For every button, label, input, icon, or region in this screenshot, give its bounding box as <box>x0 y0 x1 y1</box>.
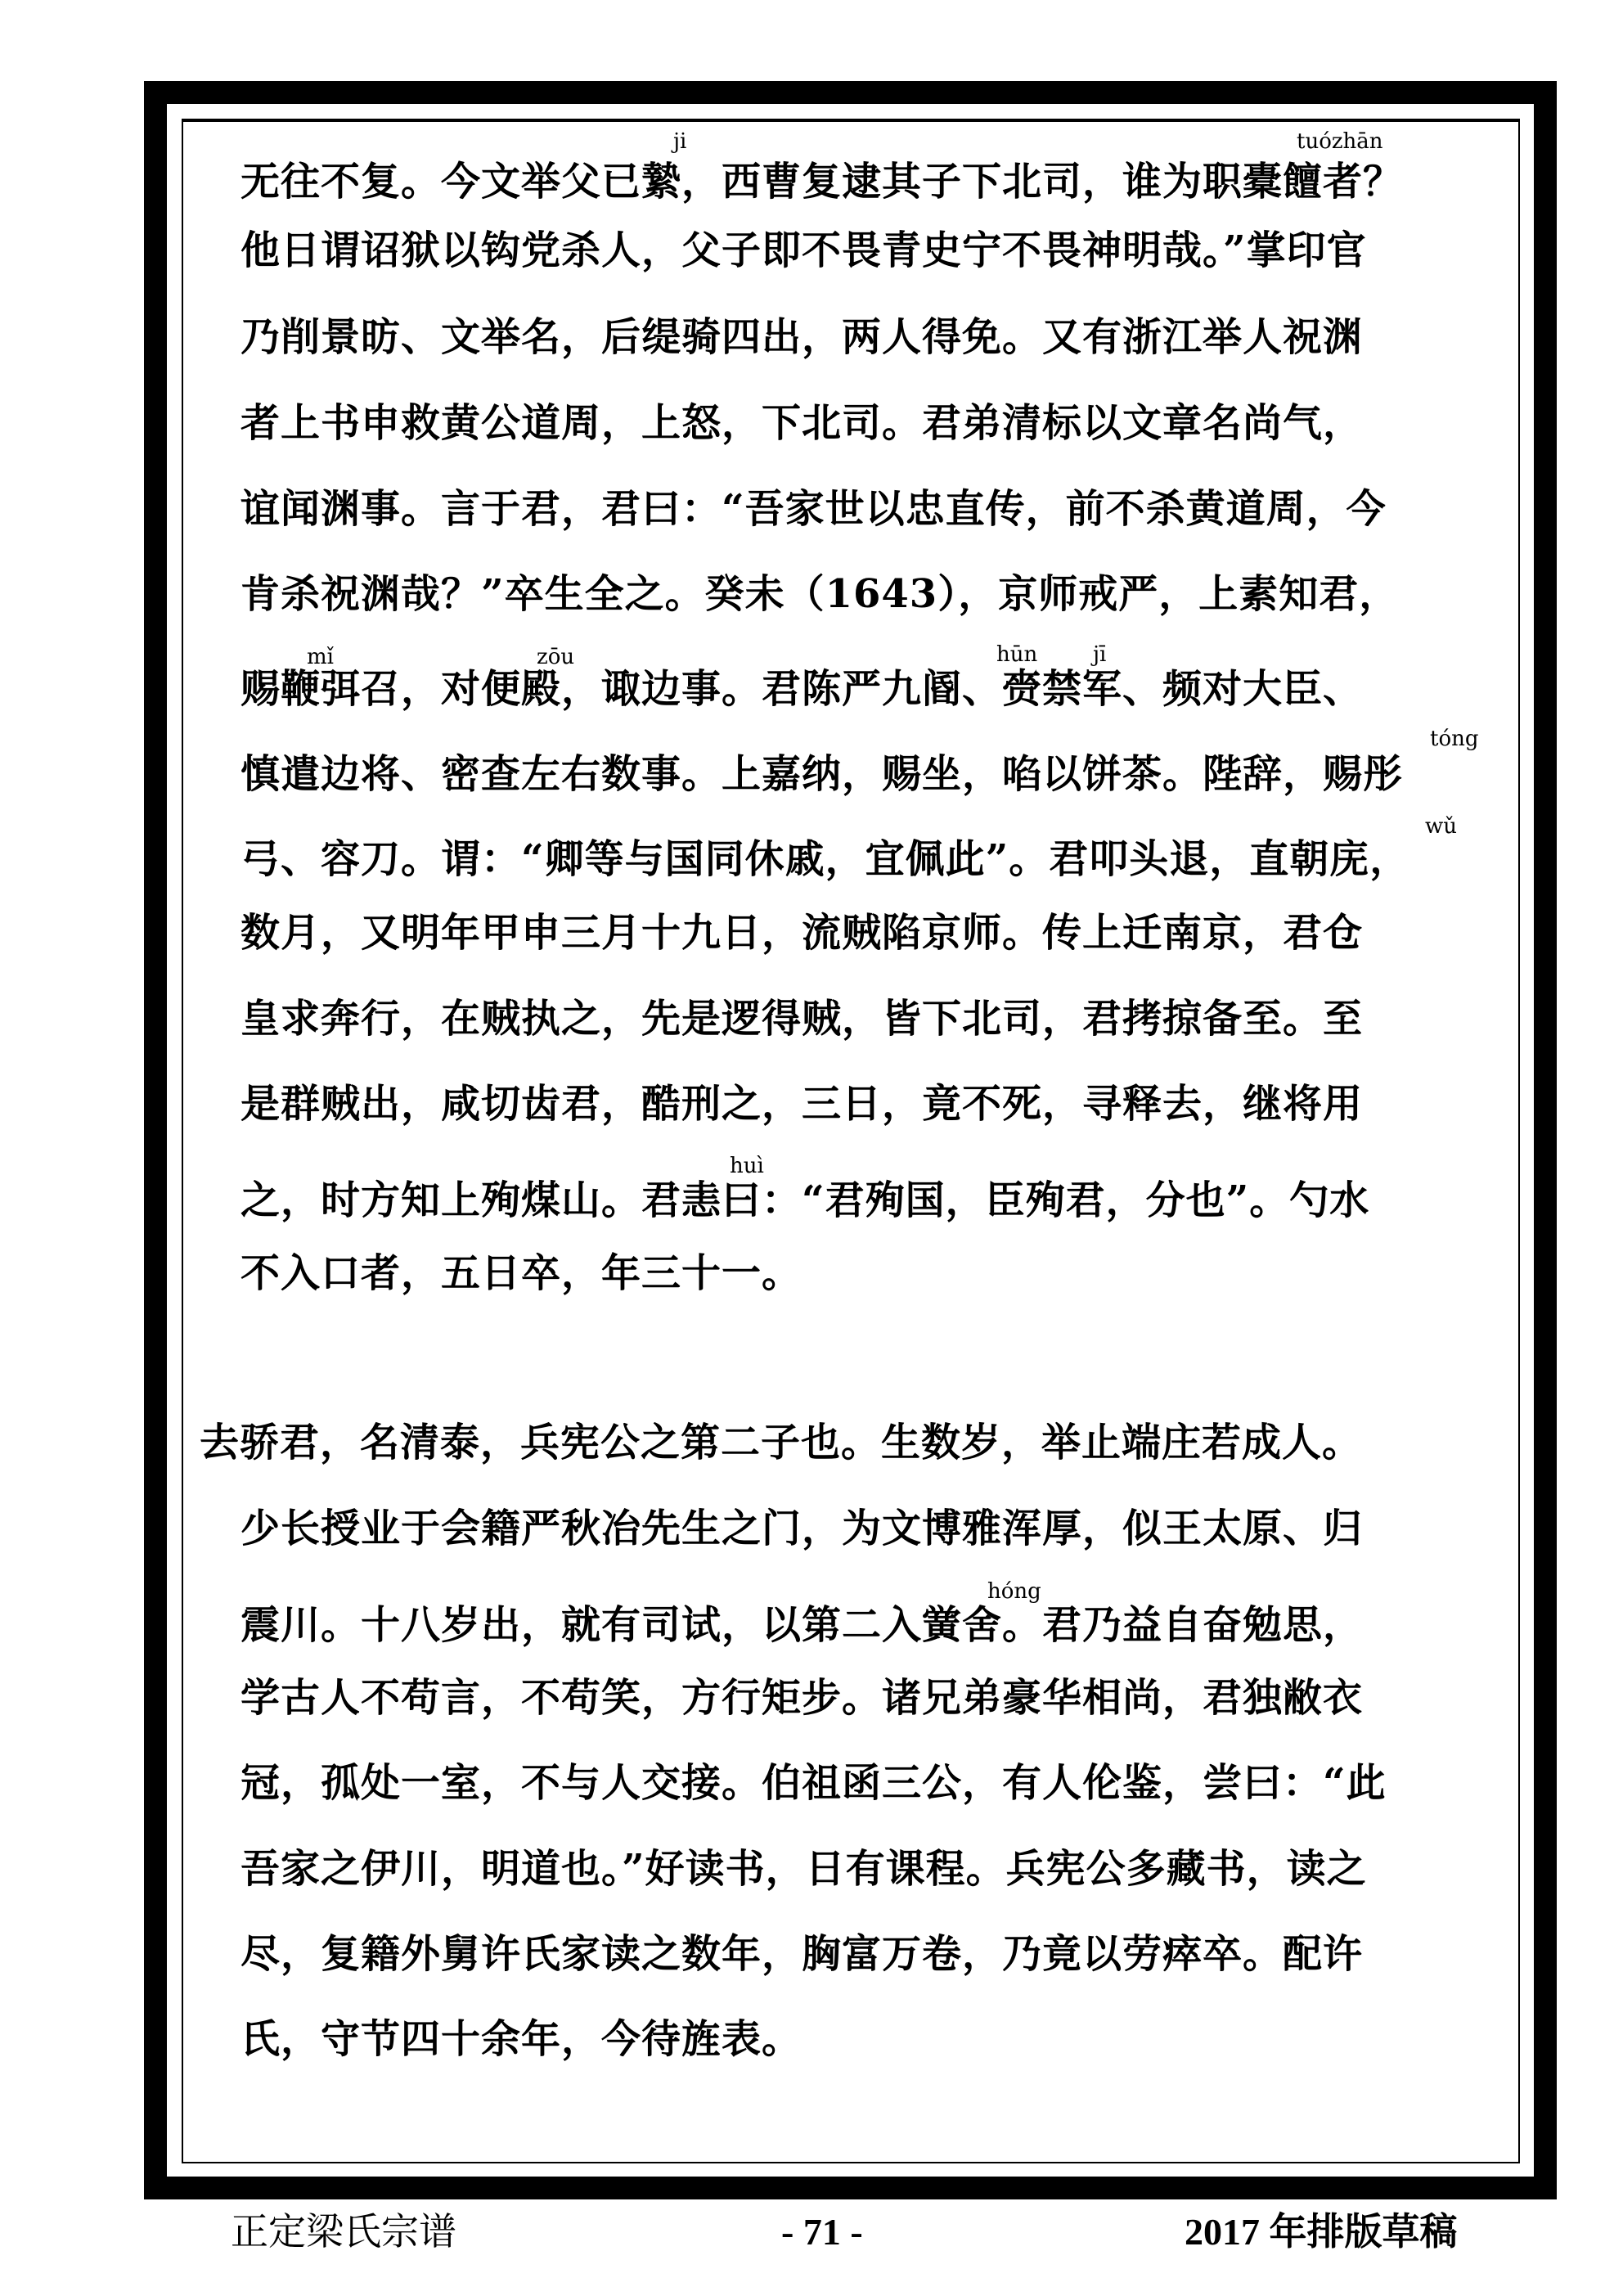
text-line: 赐鞭弭召，对便殿，诹边事。君陈严九阍、赍禁军、频对大臣、 <box>241 666 1364 712</box>
text-line: 学古人不苟言，不苟笑，方行矩步。诸兄弟豪华相尚，君独敝衣 <box>241 1675 1364 1721</box>
text-line: 弓、容刀。谓：“卿等与国同休戚，宜佩此”。君叩头退，直朝庑， <box>241 836 1410 882</box>
text-line: 震川。十八岁出，就有司试，以第二入黉舍。君乃益自奋勉思， <box>241 1602 1364 1648</box>
pinyin-annotation-mi: mǐ <box>307 645 334 669</box>
pinyin-annotation-hun: hūn <box>996 642 1038 667</box>
text-line: 慎遣边将、密查左右数事。上嘉纳，赐坐，啗以饼茶。陛辞，赐彤 <box>241 751 1404 797</box>
pinyin-annotation-zou: zōu <box>537 645 575 669</box>
footer-page-number: - 71 - <box>781 2211 863 2253</box>
text-line: 不入口者，五日卒，年三十一。 <box>241 1250 803 1296</box>
text-line: 氏，守节四十余年，今待旌表。 <box>241 2016 803 2062</box>
text-line: 是群贼出，咸切齿君，酷刑之，三日，竟不死，寻释去，继将用 <box>241 1081 1364 1127</box>
text-line: 无往不复。今文举父已縶，西曹复逮其子下北司，谁为职橐饘者？ <box>241 159 1404 205</box>
text-line: 皇求奔行，在贼执之，先是逻得贼，皆下北司，君拷掠备至。至 <box>241 996 1364 1042</box>
text-line: 乃削景昉、文举名，后缇骑四出，两人得免。又有浙江举人祝渊 <box>241 314 1364 360</box>
pinyin-annotation-tong: tóng <box>1430 727 1479 751</box>
text-line: 谊闻渊事。言于君，君曰：“吾家世以忠直传，前不杀黄道周，今 <box>241 486 1387 532</box>
text-line: 者上书申救黄公道周，上怒，下北司。君弟清标以文章名尚气， <box>241 400 1364 446</box>
pinyin-annotation-ji2: jī <box>1093 642 1107 667</box>
text-line: 肯杀祝渊哉？”卒生全之。癸未（1643），京师戒严，上素知君， <box>241 571 1400 617</box>
text-line: 他日谓诏狱以钩党杀人，父子即不畏青史宁不畏神明哉。”掌印官 <box>241 227 1367 273</box>
text-line: 尽，复籍外舅许氏家读之数年，胸富万卷，乃竟以劳瘁卒。配许 <box>241 1931 1364 1977</box>
text-line: 少长授业于会籍严秋冶先生之门，为文博雅浑厚，似王太原、归 <box>241 1506 1364 1551</box>
text-line: 数月，又明年甲申三月十九日，流贼陷京师。传上迁南京，君仓 <box>241 910 1364 956</box>
pinyin-annotation-hui: huì <box>730 1154 764 1178</box>
footer-draft-note: 2017 年排版草稿 <box>1185 2211 1458 2253</box>
pinyin-annotation-hong: hóng <box>987 1579 1041 1604</box>
pinyin-annotation-ji: ji <box>673 129 687 154</box>
text-line: 冠，孤处一室，不与人交接。伯祖函三公，有人伦鉴，尝曰：“此 <box>241 1760 1387 1806</box>
pinyin-annotation-tuozhan: tuózhān <box>1297 129 1383 154</box>
text-line: 吾家之伊川，明道也。”好读书，日有课程。兵宪公多藏书，读之 <box>241 1846 1367 1892</box>
footer-book-title: 正定梁氏宗谱 <box>231 2211 456 2253</box>
text-line: 去骄君，名清泰，兵宪公之第二子也。生数岁，举止端庄若成人。 <box>200 1420 1363 1465</box>
text-line: 之，时方知上殉煤山。君恚曰：“君殉国，臣殉君，分也”。勺水 <box>241 1177 1370 1223</box>
pinyin-annotation-wu: wǔ <box>1425 814 1457 839</box>
